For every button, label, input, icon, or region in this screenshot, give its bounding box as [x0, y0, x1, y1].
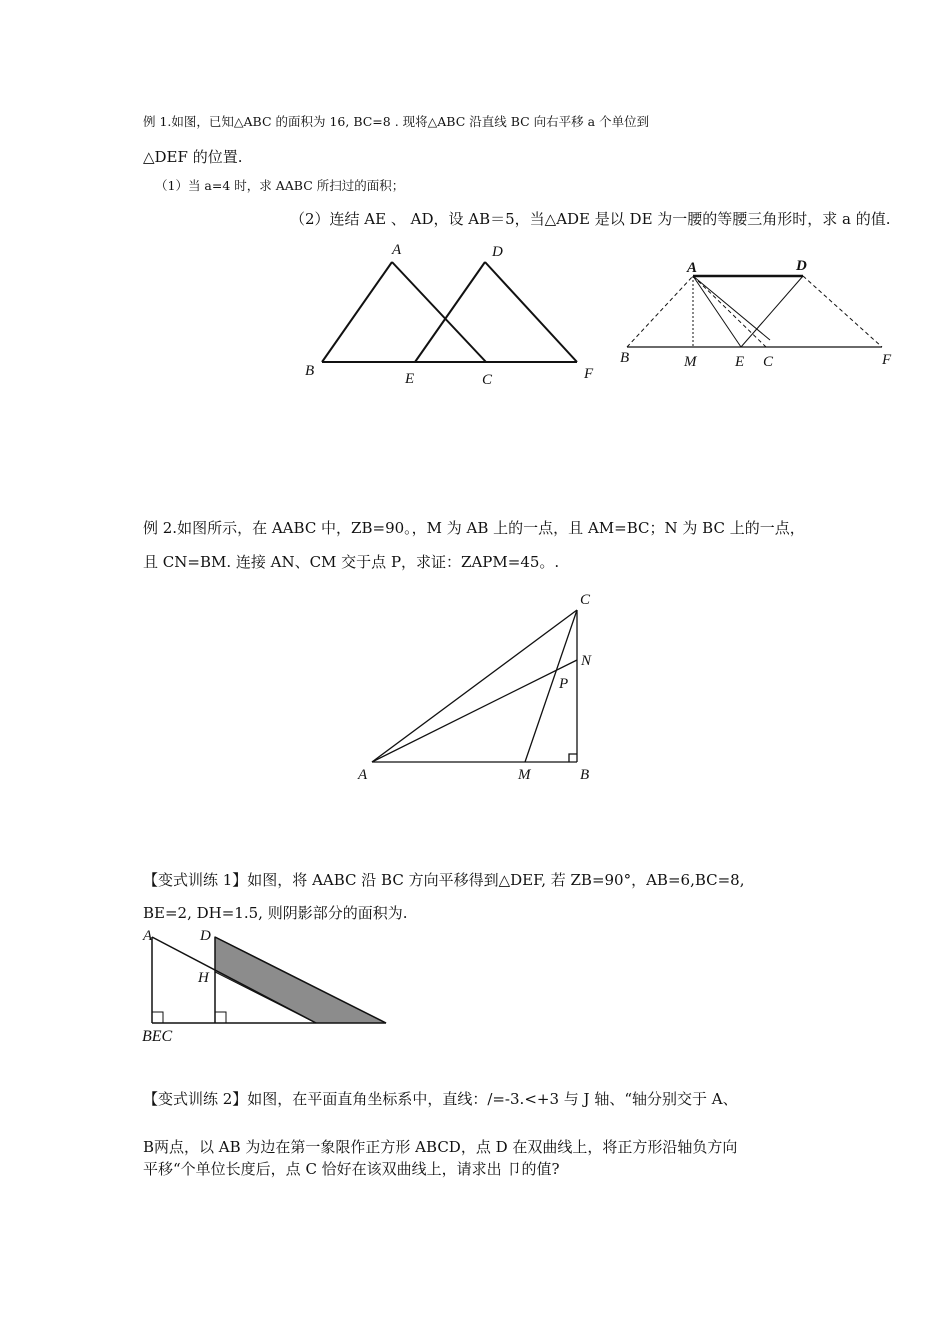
example1-question1: （1）当 a=4 时，求 AABC 所扫过的面积； — [155, 178, 405, 193]
ex2-label-n: N — [581, 653, 592, 669]
example2-line1: 例 2.如图所示，在 AABC 中，ZB=90。，M 为 AB 上的一点，且 AM=BC；N 为 BC 上的一点， — [143, 519, 805, 537]
fig2-segment-ab — [627, 276, 693, 347]
fig2-label-c: C — [763, 354, 774, 370]
ex2-label-p: P — [559, 676, 569, 692]
fig1-label-b: B — [305, 363, 315, 379]
practice1-line2: BE=2, DH=1.5, 则阴影部分的面积为. — [143, 904, 408, 922]
fig1-label-f: F — [584, 366, 594, 382]
fig2-label-e: E — [735, 354, 745, 370]
ex2-label-m: M — [518, 767, 531, 783]
ex2-right-angle-mark — [569, 754, 577, 762]
fig1-label-e: E — [405, 371, 415, 387]
fig1-segment-de — [415, 262, 485, 362]
fig1-segment-ab — [322, 262, 392, 362]
fig2-segment-df — [803, 276, 882, 347]
example1-question2: （2）连结 AE 、 AD，设 AB＝5，当△ADE 是以 DE 为一腰的等腰三角形时，求 a 的值. — [290, 210, 891, 228]
example1-line2: △DEF 的位置. — [143, 148, 243, 166]
p1-label-d: D — [200, 928, 211, 944]
fig1-segment-df — [485, 262, 577, 362]
fig2-label-b: B — [620, 350, 630, 366]
practice1-line1: 【变式训练 1】如图，将 AABC 沿 BC 方向平移得到△DEF, 若 ZB=90°，AB=6,BC=8, — [143, 871, 745, 889]
fig1-segment-ac — [392, 262, 486, 362]
fig2-label-f: F — [882, 352, 892, 368]
practice2-line2: B两点，以 AB 为边在第一象限作正方形 ABCD，点 D 在双曲线上，将正方形沿轴负方向 — [143, 1138, 738, 1156]
ex2-label-c: C — [580, 592, 591, 608]
practice2-line3: 平移“个单位长度后，点 C 恰好在该双曲线上，请求出 卩的值? — [143, 1160, 560, 1178]
p1-label-a: A — [143, 928, 153, 944]
fig2-label-a: A — [687, 260, 698, 276]
ex2-segment-cm — [525, 610, 577, 762]
fig2-segment-de — [741, 276, 803, 347]
practice2-line1: 【变式训练 2】如图，在平面直角坐标系中，直线：/=-3.<+3 与 J 轴、“轴分别交于 A、 — [143, 1090, 738, 1108]
fig1-label-a: A — [392, 242, 402, 258]
ex2-segment-an — [372, 660, 577, 762]
p1-label-h: H — [198, 970, 209, 986]
fig2-segment-ae — [693, 276, 741, 347]
fig2-segment-ac — [693, 276, 766, 347]
fig1-label-d: D — [492, 244, 503, 260]
fig2-label-d: D — [796, 258, 807, 274]
p1-right-angle-mark-e — [215, 1012, 226, 1023]
fig2-segment-ac2 — [693, 276, 770, 340]
p1-label-bec: BEC — [142, 1028, 173, 1045]
example2-line2: 且 CN=BM. 连接 AN、CM 交于点 P，求证：ZAPM=45。. — [143, 553, 560, 571]
ex2-label-a: A — [358, 767, 368, 783]
example1-line1: 例 1.如图，已知△ABC 的面积为 16, BC=8 . 现将△ABC 沿直线 BC 向右平移 a 个单位到 — [143, 114, 650, 129]
fig2-label-m: M — [684, 354, 697, 370]
p1-right-angle-mark-b — [152, 1012, 163, 1023]
ex2-label-b: B — [580, 767, 590, 783]
ex2-segment-ac — [372, 610, 577, 762]
fig1-label-c: C — [482, 372, 493, 388]
